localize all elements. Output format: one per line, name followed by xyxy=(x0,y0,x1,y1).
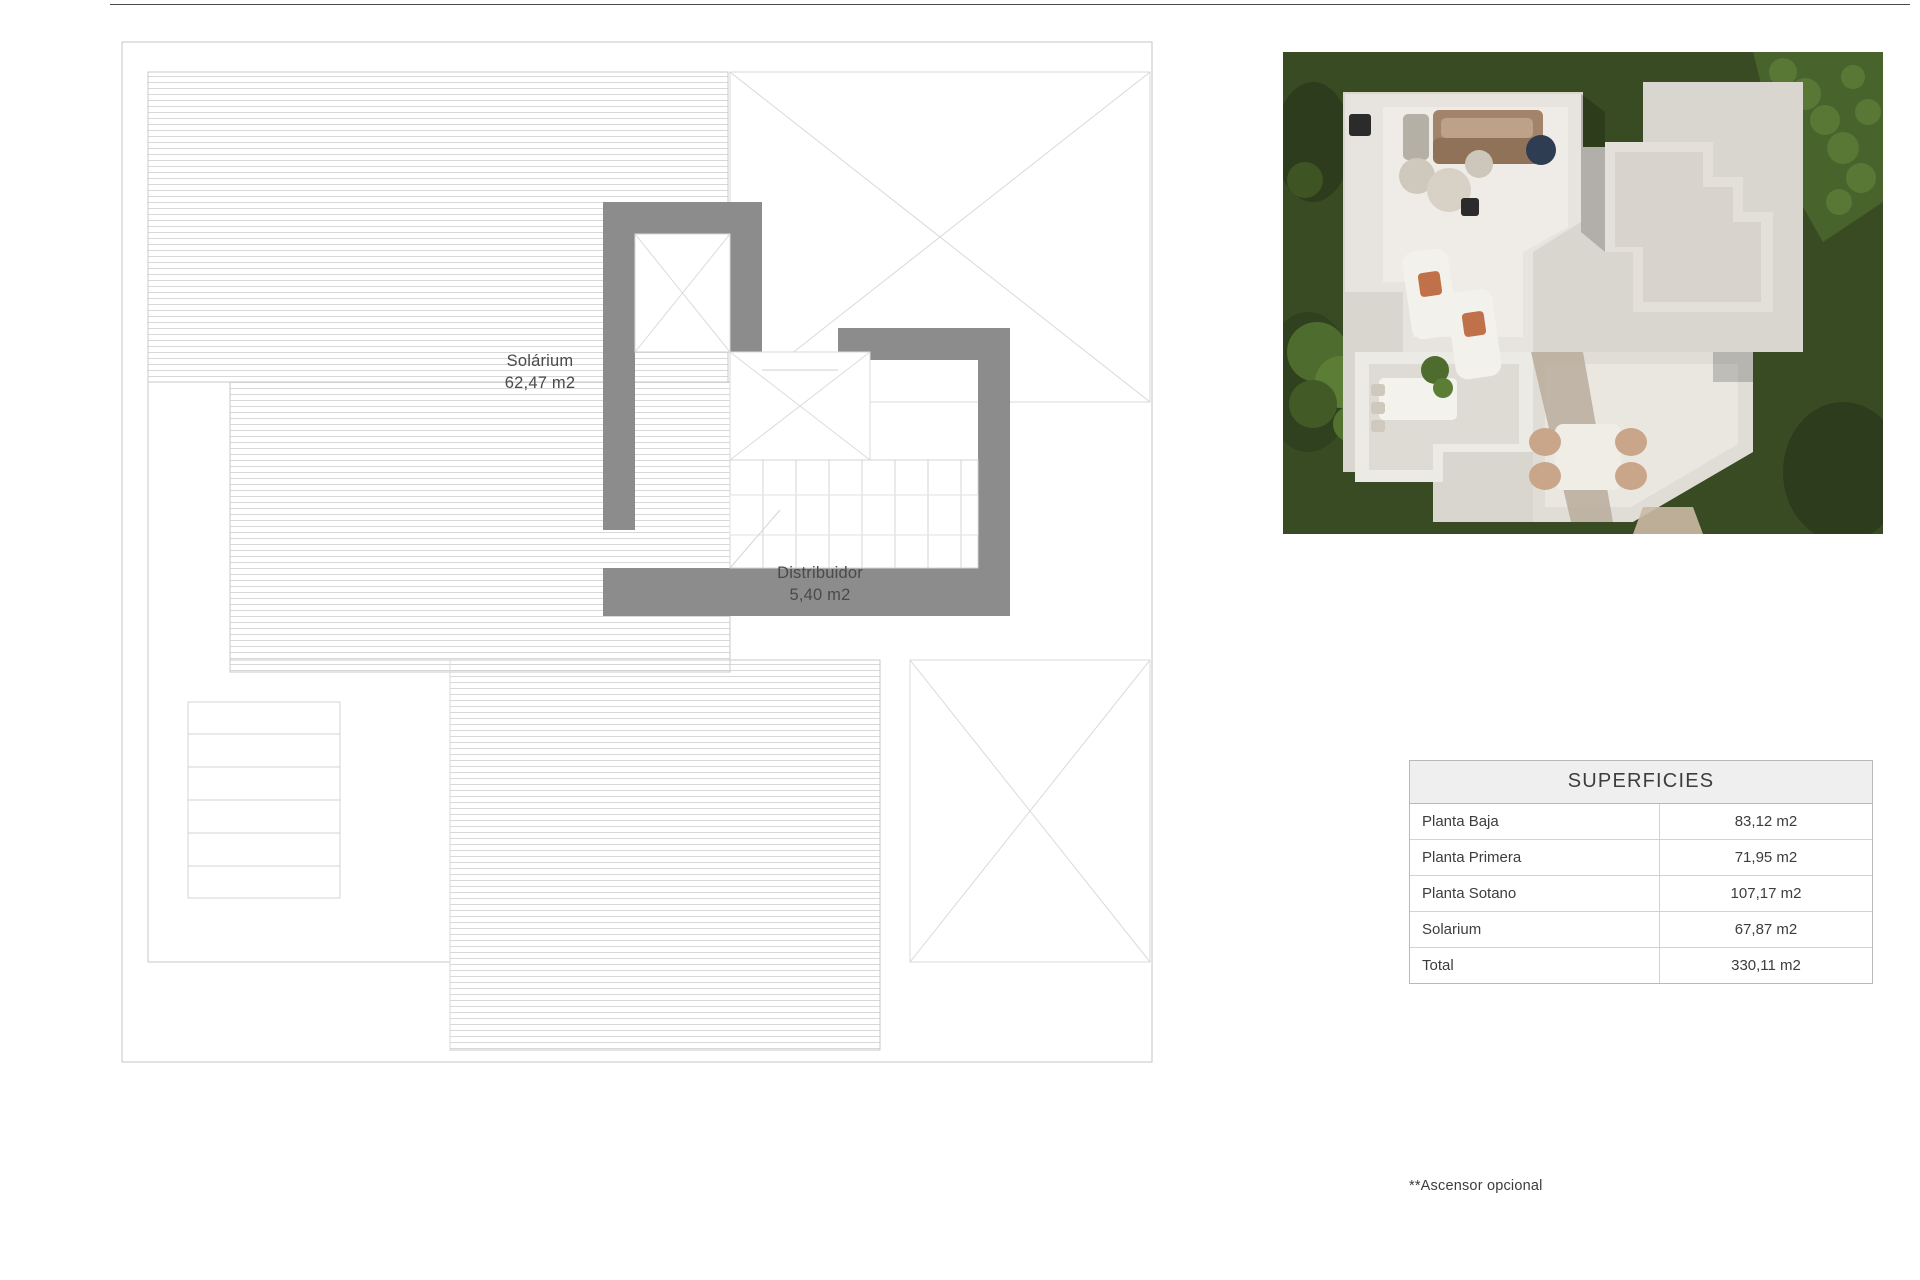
surface-label: Planta Primera xyxy=(1410,840,1660,876)
surface-label: Planta Baja xyxy=(1410,804,1660,840)
surface-value: 330,11 m2 xyxy=(1660,948,1873,984)
surface-value: 107,17 m2 xyxy=(1660,876,1873,912)
top-divider xyxy=(110,4,1910,5)
room-area-distribuidor: 5,40 m2 xyxy=(789,586,851,605)
table-row xyxy=(1410,948,1872,984)
room-name-solarium: Solárium xyxy=(506,352,574,370)
surface-value: 67,87 m2 xyxy=(1660,912,1873,948)
floor-plan-drawing xyxy=(120,40,1180,1180)
surface-label: Planta Sotano xyxy=(1410,876,1660,912)
surface-label: Total xyxy=(1410,948,1660,984)
table-row xyxy=(1410,840,1872,876)
footnote-text: **Ascensor opcional xyxy=(1409,1178,1543,1194)
room-area-solarium: 62,47 m2 xyxy=(504,374,576,393)
room-name-distribuidor: Distribuidor xyxy=(777,564,863,582)
surface-label: Solarium xyxy=(1410,912,1660,948)
table-row xyxy=(1410,912,1872,948)
room-label-solarium xyxy=(450,350,630,395)
surface-value: 83,12 m2 xyxy=(1660,804,1873,840)
table-row xyxy=(1410,804,1872,840)
aerial-render-image xyxy=(1283,52,1883,534)
surface-value: 71,95 m2 xyxy=(1660,840,1873,876)
surfaces-title: SUPERFICIES xyxy=(1410,761,1872,804)
surfaces-table xyxy=(1409,760,1873,984)
room-label-distribuidor xyxy=(720,562,920,607)
table-row xyxy=(1410,876,1872,912)
